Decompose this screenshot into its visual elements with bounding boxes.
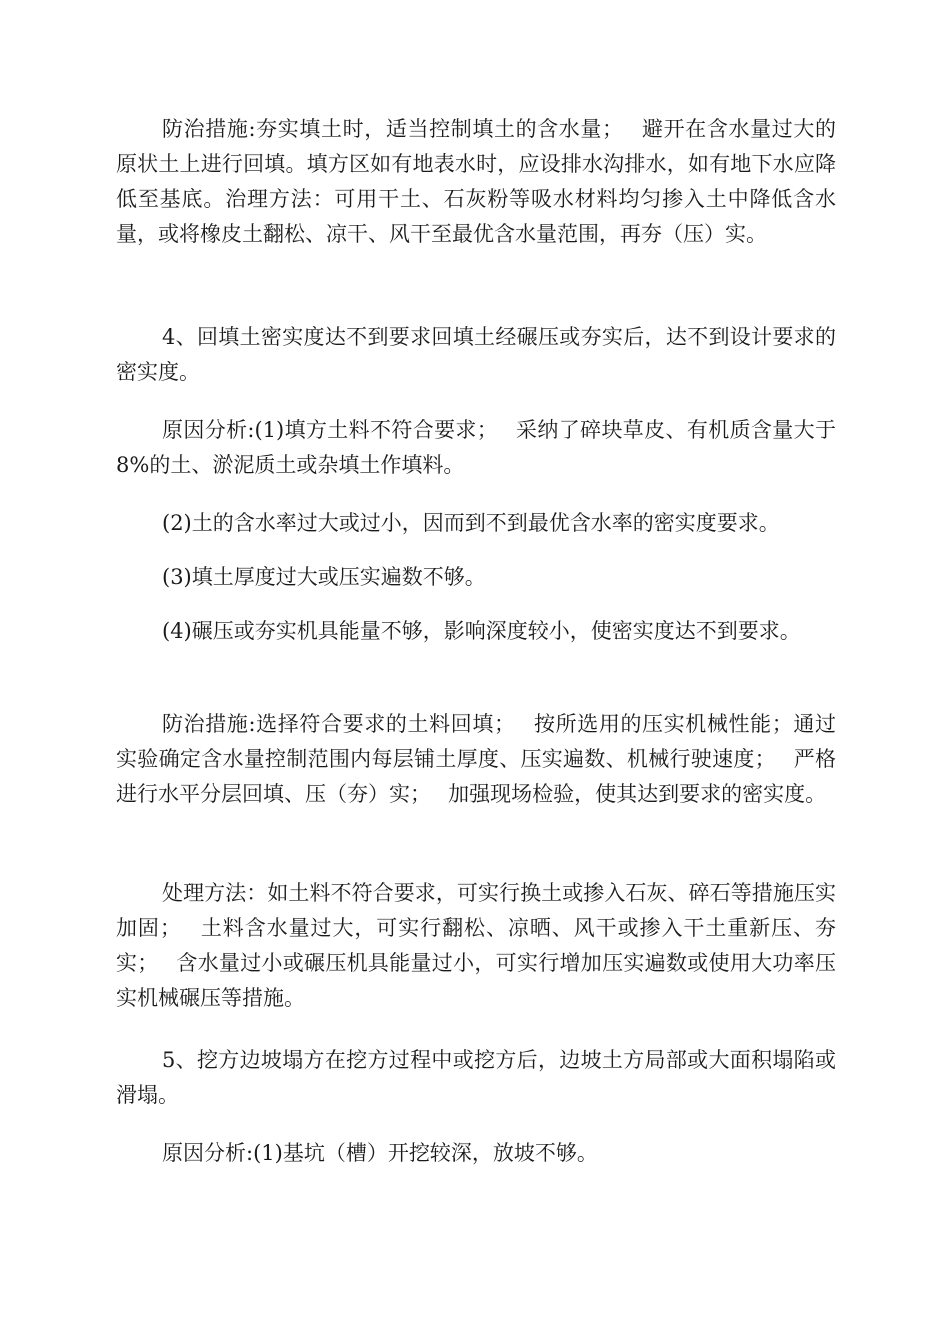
- paragraph-prevention-measures-density: 防治措施:选择符合要求的土料回填； 按所选用的压实机械性能；通过实验确定含水量控制范围内每层铺土厚度、压实遍数、机械行驶速度； 严格进行水平分层回填、压（夯）实； 加强现场检验，使其达到要求的密实度。: [116, 712, 836, 806]
- paragraph-prevention-measures-rubber-soil: 防治措施:夯实填土时，适当控制填土的含水量； 避开在含水量过大的原状土上进行回填。填方区如有地表水时，应设排水沟排水，如有地下水应降低至基底。治理方法：可用干土、石灰粉等吸水材料均匀掺入土中降低含水量，或将橡皮土翻松、凉干、风干至最优含水量范围，再夯（压）实。: [116, 117, 836, 246]
- paragraph-cause-3: (3)填土厚度过大或压实遍数不够。: [162, 565, 486, 589]
- paragraph-item-4-heading: 4、回填土密实度达不到要求回填土经碾压或夯实后，达不到设计要求的密实度。: [116, 325, 836, 384]
- paragraph-item-5-heading: 5、挖方边坡塌方在挖方过程中或挖方后，边坡土方局部或大面积塌陷或滑塌。: [116, 1048, 836, 1107]
- paragraph-cause-2: (2)土的含水率过大或过小，因而到不到最优含水率的密实度要求。: [162, 511, 780, 535]
- paragraph-cause-analysis-1: 原因分析:(1)填方土料不符合要求； 采纳了碎块草皮、有机质含量大于 8%的土、淤泥质土或杂填土作填料。: [116, 418, 843, 477]
- paragraph-cause-analysis-slope: 原因分析:(1)基坑（槽）开挖较深，放坡不够。: [162, 1141, 598, 1165]
- paragraph-treatment-methods: 处理方法：如土料不符合要求，可实行换土或掺入石灰、碎石等措施压实加固； 土料含水量过大，可实行翻松、凉晒、风干或掺入干土重新压、夯实； 含水量过小或碾压机具能量过小，可实行增加压实遍数或使用大功率压实机械碾压等措施。: [116, 881, 836, 1010]
- paragraph-cause-4: (4)碾压或夯实机具能量不够，影响深度较小，使密实度达不到要求。: [162, 619, 801, 643]
